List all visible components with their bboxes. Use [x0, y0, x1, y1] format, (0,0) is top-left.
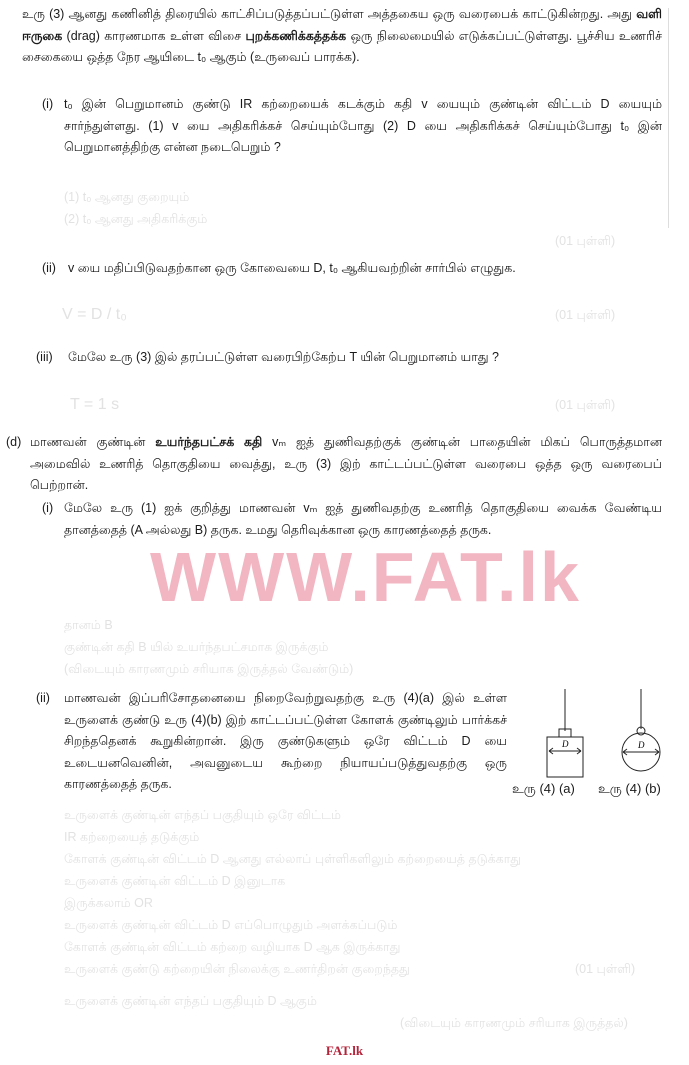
answer-iii-marks: (01 புள்ளி) [555, 398, 616, 412]
question-d-i-label: (i) [42, 501, 54, 515]
question-i-label: (i) [42, 97, 54, 111]
answer-d-ii-5: இருக்கலாம் OR [64, 896, 153, 910]
cylinder-diameter-label: D [562, 739, 569, 749]
question-i-text: t₀ இன் பெறுமானம் குண்டு IR கற்றையைக் கடக்கும் கதி v யையும் குண்டின் விட்டம் D யையும் சார்ந்துள்ளது. (1) v யை அதிகரிக்கச் செய்யும்போது (2) D யை அதிகரிக்கச் செய்யும்போது t₀ இன் பெறுமானத்திற்கு என்ன நடைபெறும் ? [64, 97, 662, 154]
margin-line [668, 8, 669, 228]
answer-d-ii-1: உருளைக் குண்டின் எந்தப் பகுதியும் ஒரே விட்டம் [64, 808, 341, 822]
answer-d-ii-2: IR கற்றையைத் தடுக்கும் [64, 830, 200, 844]
intro-bold-drag: வளி ஈருகை [22, 7, 662, 43]
question-ii-text: v யை மதிப்பிடுவதற்கான ஒரு கோவையை D, t₀ ஆகியவற்றின் சார்பில் எழுதுக. [68, 261, 516, 275]
answer-iii-value: T = 1 s [70, 396, 120, 413]
answer-d-ii-8: உருளைக் குண்டு கற்றையின் நிலைக்கு உணர்திறன் குறைந்தது [64, 962, 410, 976]
question-d-bold: உயர்ந்தபட்சக் கதி [155, 435, 263, 449]
intro-text-end: ஒரு நிலைமையில் எடுக்கப்பட்டுள்ளது. பூச்சிய உணரிச் சைகையை ஒத்த நேர ஆயிடை t₀ ஆகும் (உருவைப் பாரக்க). [22, 28, 662, 64]
intro-bold-negligible: புறக்கணிக்கத்தக்க [245, 28, 347, 43]
watermark: WWW.FAT.lk [150, 538, 581, 616]
figure-4a-caption: உரு (4) (a) [512, 781, 575, 796]
question-d-label: (d) [6, 435, 22, 449]
intro-text: உரு (3) ஆனது கணினித் திரையில் காட்சிப்படுத்தப்பட்டுள்ள அத்தகைய ஒரு வரைபைக் காட்டுகின்றது. அது [22, 7, 633, 21]
cylinder-bob-figure [547, 689, 583, 777]
answer-ii-formula: V = D / t₀ [62, 306, 127, 323]
answer-d-ii-6: உருளைக் குண்டின் விட்டம் D எப்பொழுதும் அளக்கப்படும் [64, 918, 398, 932]
answer-d-i-2: குண்டின் கதி B யில் உயர்ந்தபட்சமாக இருக்கும் [64, 640, 329, 654]
answer-d-i-3: (விடையும் காரணமும் சரியாக இருத்தல் வேண்டும்) [64, 662, 354, 676]
intro-text-mid: (drag) காரணமாக உள்ள விசை [66, 28, 242, 43]
answer-d-ii-marks: (01 புள்ளி) [575, 962, 636, 976]
question-d-i-text: மேலே உரு (1) ஐக் குறித்து மாணவன் vₘ ஐத் துணிவதற்கு உணரித் தொகுதியை வைக்க வேண்டிய தானத்தைத் (A அல்லது B) தருக. உமது தெரிவுக்கான ஒரு காரணத்தைத் தருக. [64, 501, 662, 537]
answer-d-ii-note: உருளைக் குண்டின் எந்தப் பகுதியும் D ஆகும் [64, 994, 317, 1008]
answer-i-2: (2) t₀ ஆனது அதிகரிக்கும் [64, 212, 208, 226]
answer-d-ii-note-2: (விடையும் காரணமும் சரியாக இருத்தல்) [400, 1016, 628, 1030]
answer-d-ii-4: உருளைக் குண்டின் விட்டம் D இனுடாக [64, 874, 286, 888]
sphere-diameter-label: D [638, 740, 645, 750]
question-d-text [30, 432, 662, 497]
question-d-ii-text: மாணவன் இப்பரிசோதனையை நிறைவேற்றுவதற்கு உரு (4)(a) இல் உள்ள உருளைக் குண்டு உரு (4)(b) இற் காட்டப்பட்டுள்ள கோளக் குண்டிலும் பார்க்கச் சிறந்ததெனக் கூறுகின்றான். இரு குண்டுகளும் ஒரே விட்டம் D யை உடையனவெனின், அவனுடைய கூற்றை நியாயப்படுத்துவதற்கு ஒரு காரணத்தைத் தருக. [64, 691, 507, 791]
question-iii-text: மேலே உரு (3) இல் தரப்பட்டுள்ள வரைபிற்கேற்ப T யின் பெறுமானம் யாது ? [68, 350, 500, 364]
intro-paragraph [22, 4, 662, 69]
answer-ii-marks: (01 புள்ளி) [555, 308, 616, 322]
question-iii-label: (iii) [36, 350, 53, 364]
answer-d-i-1: தானம் B [64, 618, 113, 632]
question-ii-label: (ii) [42, 261, 56, 275]
question-d-text-start: மாணவன் குண்டின் [30, 435, 146, 449]
answer-i-1: (1) t₀ ஆனது குறையும் [64, 190, 190, 204]
answer-i-marks: (01 புள்ளி) [555, 234, 616, 248]
footer-site-label: FAT.lk [325, 1043, 364, 1058]
question-d-ii-label: (ii) [36, 691, 50, 705]
answer-d-ii-7: கோளக் குண்டின் விட்டம் கற்றை வழியாக D ஆக இருக்காது [64, 940, 401, 954]
figure-4b-caption: உரு (4) (b) [598, 781, 661, 796]
figure-4-bobs [520, 689, 685, 779]
question-d-text-rest: vₘ ஐத் துணிவதற்குக் குண்டின் பாதையின் மிகப் பொருத்தமான அமைவில் உணரித் தொகுதியை வைத்து, உரு (3) இற் காட்டப்பட்டுள்ள வரைபை ஒத்த ஒரு வரைபைப் பெற்றான். [30, 435, 662, 492]
answer-d-ii-3: கோளக் குண்டின் விட்டம் D ஆனது எல்லாப் புள்ளிகளிலும் கற்றையைத் தடுக்காது [64, 852, 522, 866]
sphere-bob-figure [622, 689, 660, 771]
